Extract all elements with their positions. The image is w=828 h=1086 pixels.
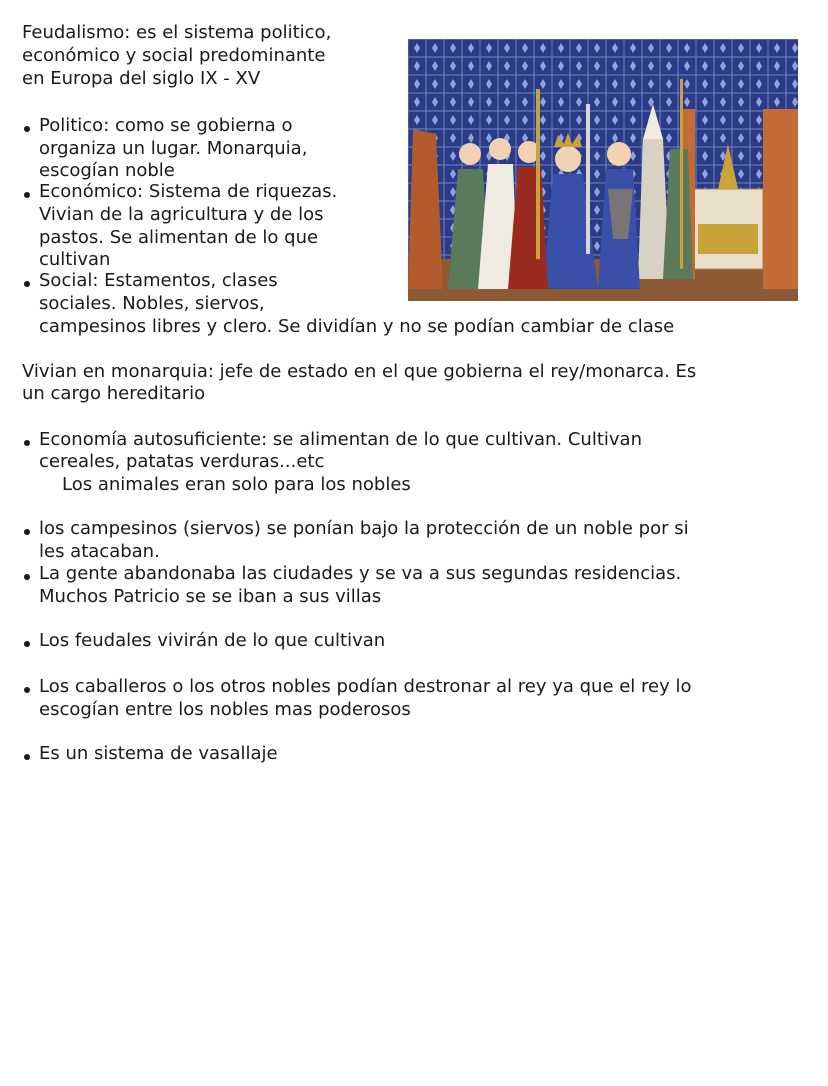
aspect-social-line-3: campesinos libres y clero. Se dividían y no se podían cambiar de clase: [39, 316, 675, 337]
point-economia-line-2: cereales, patatas verduras...etc: [39, 451, 325, 472]
point-caballeros-line-2: escogían entre los nobles mas poderosos: [39, 699, 411, 720]
aspect-economico-line-1: Económico: Sistema de riquezas.: [39, 181, 338, 202]
point-ciudades-line-2: Muchos Patricio se se iban a sus villas: [39, 586, 382, 607]
aspect-economico-line-3: pastos. Se alimentan de lo que: [39, 227, 319, 248]
bullet-dot: [24, 126, 30, 132]
courtier-face-2: [489, 138, 511, 160]
bullet-dot: [24, 687, 30, 693]
king-face: [555, 146, 581, 172]
crozier: [680, 79, 683, 269]
sword: [586, 104, 590, 254]
bullet-dot: [24, 192, 30, 198]
right-wall: [763, 109, 798, 289]
point-campesinos-line-2: les atacaban.: [39, 541, 160, 562]
bullet-dot: [24, 281, 30, 287]
aspect-politico-line-2: organiza un lugar. Monarquia,: [39, 138, 308, 159]
intro-line-3: en Europa del siglo IX - XV: [22, 68, 261, 89]
aspect-politico-line-3: escogían noble: [39, 160, 175, 181]
point-caballeros-line-1: Los caballeros o los otros nobles podían destronar al rey ya que el rey lo: [39, 676, 692, 697]
courtier-face-1: [459, 143, 481, 165]
aspect-social-line-1: Social: Estamentos, clases: [39, 270, 278, 291]
noble-face: [607, 142, 631, 166]
bullet-dot: [24, 574, 30, 580]
point-feudales: Los feudales vivirán de lo que cultivan: [39, 630, 386, 651]
staff: [536, 89, 540, 259]
aspect-economico-line-4: cultivan: [39, 249, 111, 270]
intro-line-2: económico y social predominante: [22, 45, 326, 66]
altar-front: [698, 224, 758, 254]
aspect-politico-line-1: Politico: como se gobierna o: [39, 115, 293, 136]
point-ciudades-line-1: La gente abandonaba las ciudades y se va a sus segundas residencias.: [39, 563, 682, 584]
point-campesinos-line-1: los campesinos (siervos) se ponían bajo la protección de un noble por si: [39, 518, 689, 539]
bullet-dot: [24, 754, 30, 760]
bullet-dot: [24, 440, 30, 446]
monarchy-line-2: un cargo hereditario: [22, 383, 206, 404]
intro-line-1: Feudalismo: es el sistema politico,: [22, 22, 332, 43]
point-economia-line-1: Economía autosuficiente: se alimentan de lo que cultivan. Cultivan: [39, 429, 642, 450]
bullet-dot: [24, 641, 30, 647]
aspect-social-line-2: sociales. Nobles, siervos,: [39, 293, 265, 314]
medieval-coronation-illustration: [408, 39, 798, 301]
aspect-economico-line-2: Vivian de la agricultura y de los: [39, 204, 324, 225]
bullet-dot: [24, 529, 30, 535]
point-economia-line-3: Los animales eran solo para los nobles: [62, 474, 411, 495]
point-vasallaje: Es un sistema de vasallaje: [39, 743, 278, 764]
monarchy-line-1: Vivian en monarquia: jefe de estado en el que gobierna el rey/monarca. Es: [22, 361, 697, 382]
